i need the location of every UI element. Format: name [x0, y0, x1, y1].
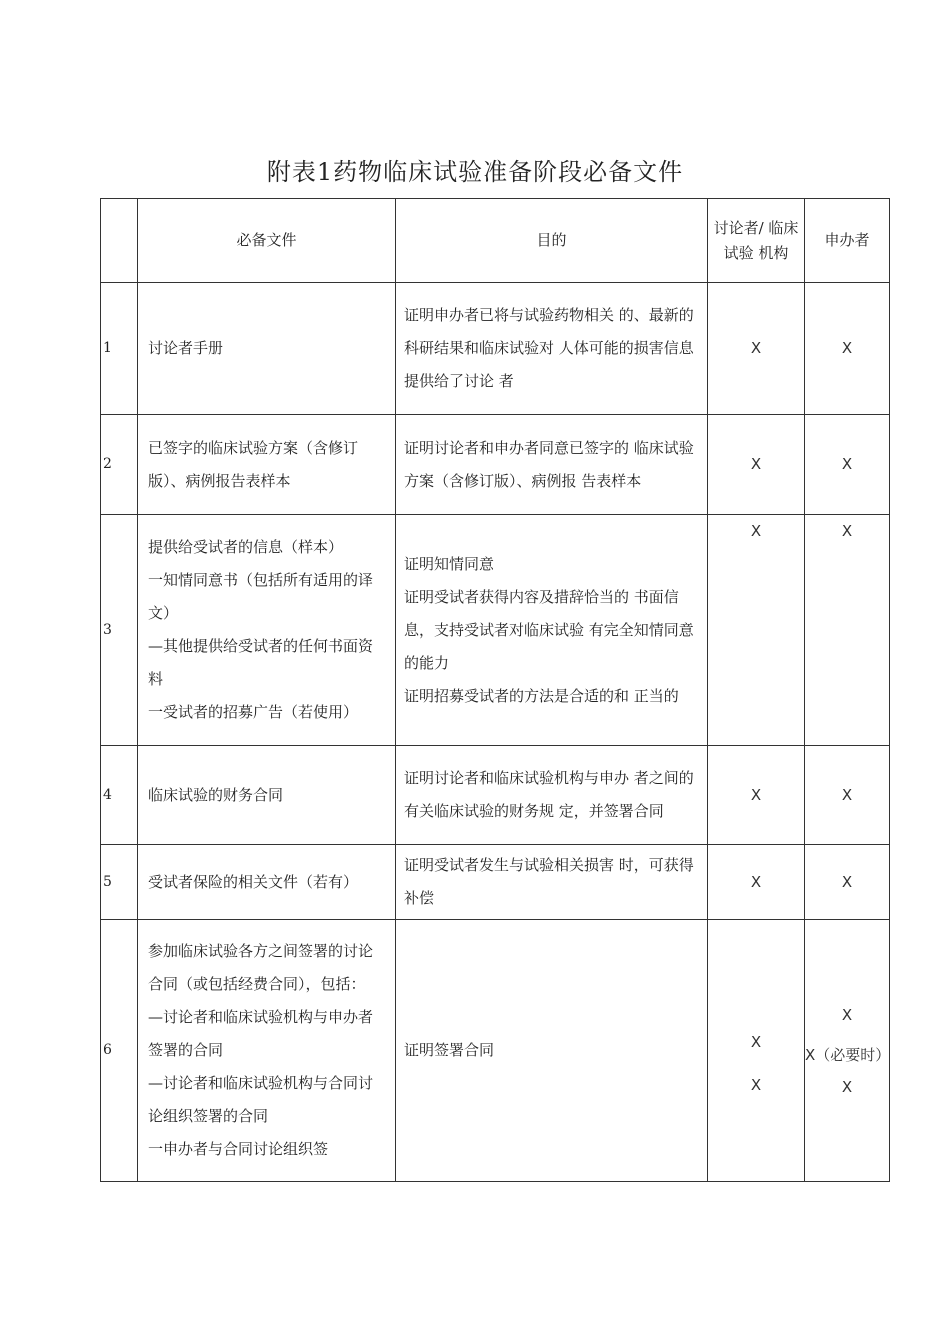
row-purpose — [396, 515, 708, 746]
row-sponsor — [805, 845, 890, 920]
document-text: 受试者保险的相关文件（若有） — [148, 872, 359, 891]
page-title: 附表1药物临床试验准备阶段必备文件 — [266, 158, 684, 186]
row-investigator — [708, 845, 805, 920]
table-row — [101, 746, 890, 845]
sponsor-mark: X（必要时） — [805, 1045, 891, 1064]
document-text: 已签字的临床试验方案（含修订版）、病例报告表样本 — [148, 438, 359, 490]
table-row — [101, 515, 890, 746]
header-number — [101, 199, 138, 283]
row-investigator — [708, 283, 805, 415]
header-investigator: 讨论者/ 临床试验 机构 — [708, 199, 805, 283]
row-number: 6 — [101, 920, 138, 1182]
row-purpose — [396, 845, 708, 920]
row-number: 2 — [101, 415, 138, 515]
row-document — [138, 415, 396, 515]
document-text: 提供给受试者的信息（样本） — [148, 538, 344, 556]
row-number: 1 — [101, 283, 138, 415]
row-investigator — [708, 920, 805, 1182]
table-row — [101, 845, 890, 920]
purpose-text: 证明受试者发生与试验相关损害 时，可获得补偿 — [404, 856, 694, 907]
purpose-text: 证明知情同意 — [404, 554, 495, 573]
document-text: —讨论者和临床试验机构与申办者签署的合同 — [148, 1008, 374, 1059]
header-sponsor: 申办者 — [805, 199, 890, 283]
row-sponsor — [805, 515, 890, 746]
row-purpose — [396, 746, 708, 845]
row-sponsor — [805, 746, 890, 845]
table-row — [101, 283, 890, 415]
table-row — [101, 415, 890, 515]
purpose-text: 证明招募受试者的方法是合适的和 正当的 — [404, 686, 679, 705]
table-header-row — [101, 199, 890, 283]
document-text: —其他提供给受试者的任何书面资料 — [148, 637, 374, 688]
document-text: 讨论者手册 — [148, 339, 224, 357]
sponsor-mark: X — [841, 522, 853, 540]
row-investigator — [708, 746, 805, 845]
document-text: 参加临床试验各方之间签署的讨论合同（或包括经费合同），包括： — [148, 942, 374, 993]
row-investigator — [708, 515, 805, 746]
investigator-mark: X — [750, 785, 762, 804]
row-document — [138, 746, 396, 845]
purpose-text: 证明申办者已将与试验药物相关 的、最新的科研结果和临床试验对 人体可能的损害信息提供给了讨论 者 — [404, 306, 694, 390]
document-text: 一受试者的招募广告（若使用） — [148, 703, 359, 721]
purpose-text: 证明签署合同 — [404, 1041, 495, 1059]
document-text: 一申办者与合同讨论组织签 — [148, 1140, 329, 1158]
row-document — [138, 845, 396, 920]
sponsor-mark: X — [841, 1005, 853, 1024]
document-text: —讨论者和临床试验机构与合同讨论组织签署的合同 — [148, 1074, 374, 1125]
document-text: 临床试验的财务合同 — [148, 785, 284, 804]
sponsor-mark: X — [841, 339, 853, 357]
sponsor-mark: X — [841, 785, 853, 804]
row-investigator — [708, 415, 805, 515]
row-sponsor — [805, 415, 890, 515]
header-purpose: 目的 — [396, 199, 708, 283]
row-number: 4 — [101, 746, 138, 845]
sponsor-mark: X — [841, 872, 853, 891]
purpose-text: 证明讨论者和申办者同意已签字的 临床试验方案（含修订版）、病例报 告表样本 — [404, 438, 694, 490]
investigator-mark: X — [750, 872, 762, 891]
investigator-mark: X — [750, 339, 762, 357]
investigator-mark: X — [750, 455, 762, 473]
sponsor-mark: X — [841, 1077, 853, 1096]
row-sponsor — [805, 283, 890, 415]
row-number: 5 — [101, 845, 138, 920]
header-document: 必备文件 — [138, 199, 396, 283]
row-document — [138, 515, 396, 746]
document-text: 一知情同意书（包括所有适用的译文） — [148, 571, 374, 622]
row-number: 3 — [101, 515, 138, 746]
row-sponsor — [805, 920, 890, 1182]
investigator-mark: X — [750, 1032, 762, 1051]
purpose-text: 证明受试者获得内容及措辞恰当的 书面信息，支持受试者对临床试验 有完全知情同意的能力 — [404, 587, 694, 672]
row-purpose — [396, 283, 708, 415]
investigator-mark: X — [750, 1075, 762, 1094]
row-purpose — [396, 920, 708, 1182]
table-row — [101, 920, 890, 1182]
sponsor-mark: X — [841, 455, 853, 473]
purpose-text: 证明讨论者和临床试验机构与申办 者之间的有关临床试验的财务规 定，并签署合同 — [404, 769, 694, 820]
investigator-mark: X — [750, 522, 762, 540]
row-document — [138, 920, 396, 1182]
row-purpose — [396, 415, 708, 515]
document-table — [100, 198, 890, 1182]
row-document — [138, 283, 396, 415]
